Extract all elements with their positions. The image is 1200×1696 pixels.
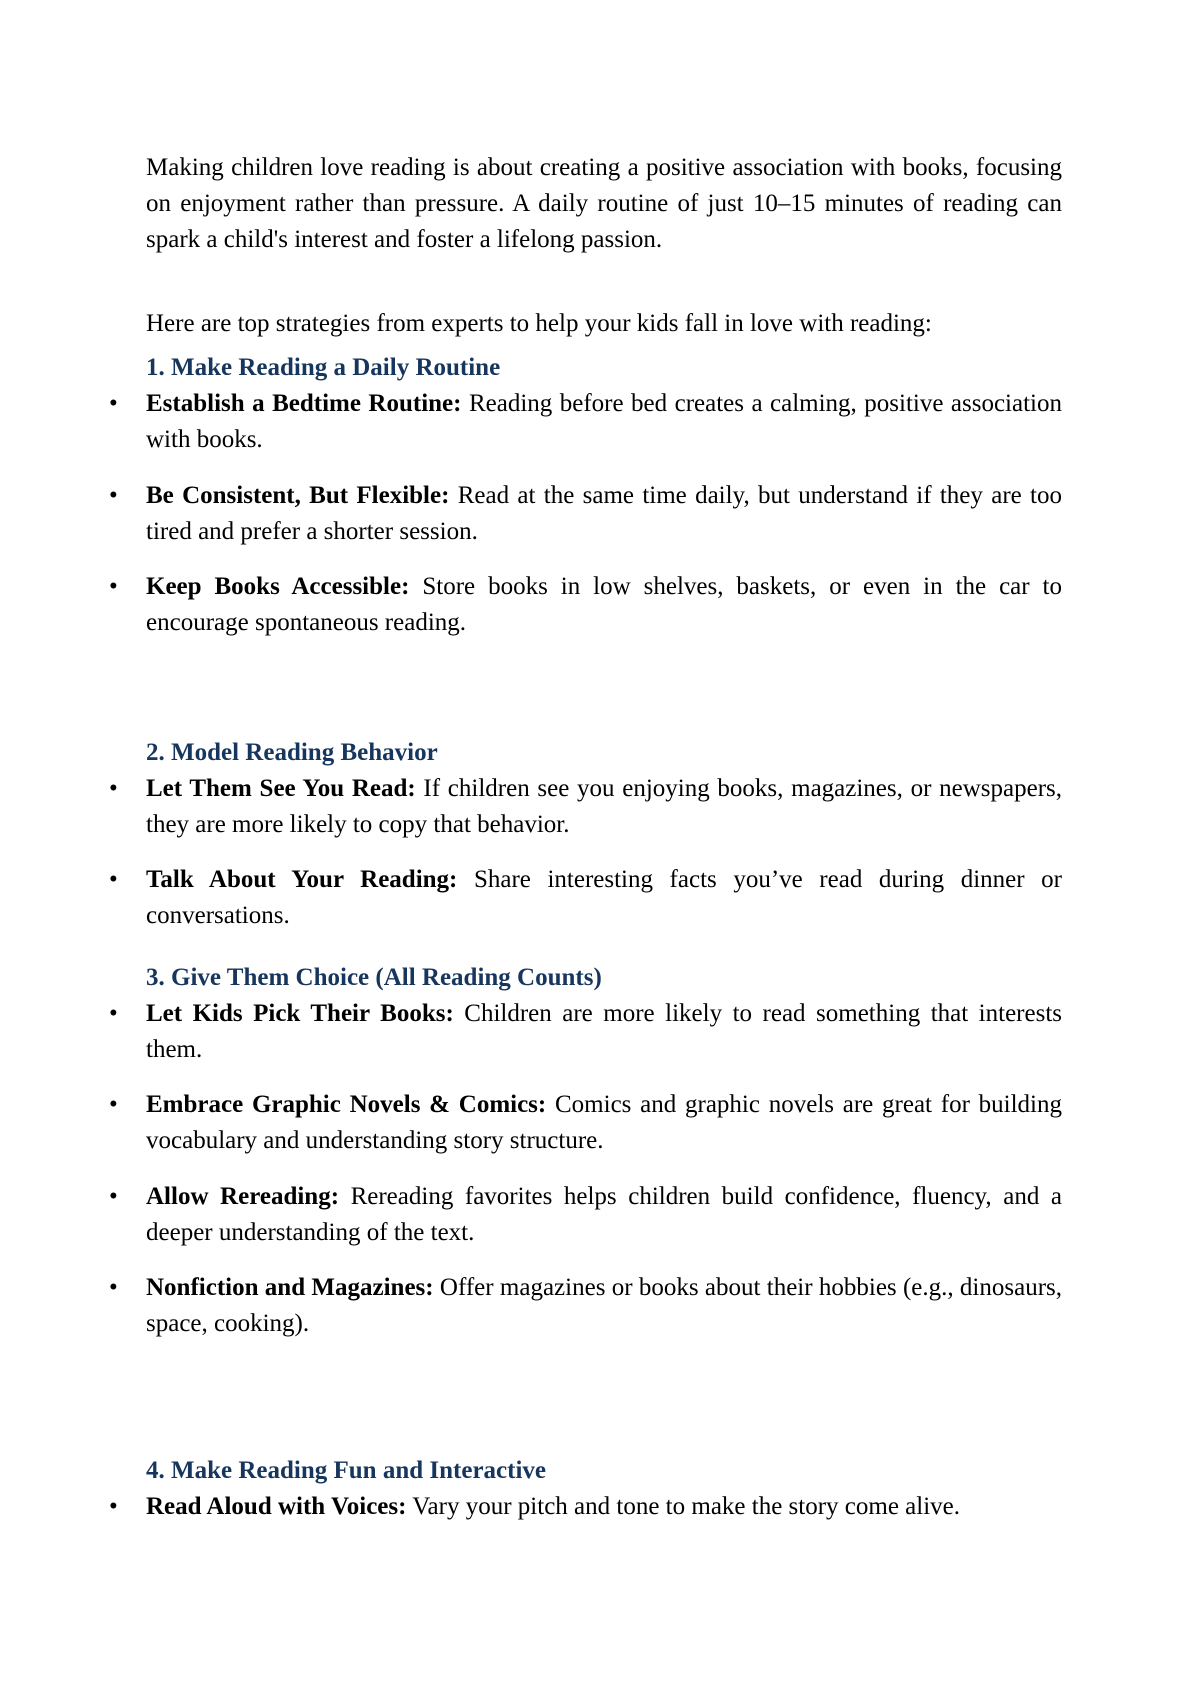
- list-item-term: Talk About Your Reading:: [146, 866, 458, 893]
- list-item-term: Let Kids Pick Their Books:: [146, 1000, 454, 1027]
- bullet-icon: •: [109, 1183, 118, 1210]
- list-item: [109, 1489, 1062, 1525]
- list-item-term: Nonfiction and Magazines:: [146, 1274, 434, 1301]
- list-item-text: If children see you enjoying books, magazines, or newspapers, they are more likely to copy that behavior.: [146, 775, 1062, 838]
- list-item-term: Allow Rereading:: [146, 1183, 340, 1210]
- bullet-icon: •: [109, 390, 118, 417]
- bullet-icon: •: [109, 573, 118, 600]
- list-item-term: Read Aloud with Voices:: [146, 1493, 407, 1520]
- list-item-term: Let Them See You Read:: [146, 775, 416, 802]
- list-item-text: Reading before bed creates a calming, positive association with books.: [146, 390, 1062, 453]
- list-item-term: Establish a Bedtime Routine:: [146, 390, 462, 417]
- list-item-text: Children are more likely to read something that interests them.: [146, 1000, 1062, 1063]
- list-item-text: Share interesting facts you’ve read during dinner or conversations.: [146, 866, 1063, 929]
- list-item-text: Offer magazines or books about their hobbies (e.g., dinosaurs, space, cooking).: [146, 1274, 1063, 1337]
- bullet-icon: •: [109, 1000, 118, 1027]
- list-item: [109, 771, 1062, 843]
- section-heading: 1. Make Reading a Daily Routine: [146, 354, 501, 381]
- bullet-icon: •: [109, 482, 118, 509]
- intro-lead-paragraph: Here are top strategies from experts to help your kids fall in love with reading:: [146, 310, 932, 337]
- section-heading: 4. Make Reading Fun and Interactive: [146, 1457, 546, 1484]
- list-item: [109, 478, 1063, 550]
- bullet-icon: •: [109, 775, 118, 802]
- list-item-term: Keep Books Accessible:: [146, 573, 410, 600]
- section-heading: 2. Model Reading Behavior: [146, 739, 438, 766]
- section-heading: 3. Give Them Choice (All Reading Counts): [146, 964, 602, 991]
- list-item-text: Read at the same time daily, but understand if they are too tired and prefer a shorter session.: [146, 482, 1063, 545]
- list-item: [109, 569, 1062, 641]
- list-item-term: Be Consistent, But Flexible:: [146, 482, 450, 509]
- list-item: [109, 386, 1062, 458]
- bullet-icon: •: [109, 866, 118, 893]
- list-item: [109, 996, 1062, 1068]
- list-item: [109, 1179, 1062, 1251]
- bullet-icon: •: [109, 1274, 118, 1301]
- bullet-icon: •: [109, 1493, 118, 1520]
- list-item-text: Store books in low shelves, baskets, or even in the car to encourage spontaneous reading.: [146, 573, 1062, 636]
- bullet-icon: •: [109, 1091, 118, 1118]
- intro-paragraph: Making children love reading is about creating a positive association with books, focusing on enjoyment rather than pressure. A daily routine of just 10–15 minutes of reading can spark a child's interest and foster a lifelong passion.: [146, 154, 1062, 253]
- list-item: [109, 1087, 1062, 1159]
- list-item-text: Vary your pitch and tone to make the story come alive.: [406, 1493, 961, 1520]
- list-item-text: Rereading favorites helps children build confidence, fluency, and a deeper understanding of the text.: [146, 1183, 1062, 1246]
- list-item: [109, 862, 1063, 934]
- list-item: [109, 1270, 1063, 1342]
- list-item-term: Embrace Graphic Novels & Comics:: [146, 1091, 547, 1118]
- list-item-text: Comics and graphic novels are great for building vocabulary and understanding story structure.: [146, 1091, 1062, 1154]
